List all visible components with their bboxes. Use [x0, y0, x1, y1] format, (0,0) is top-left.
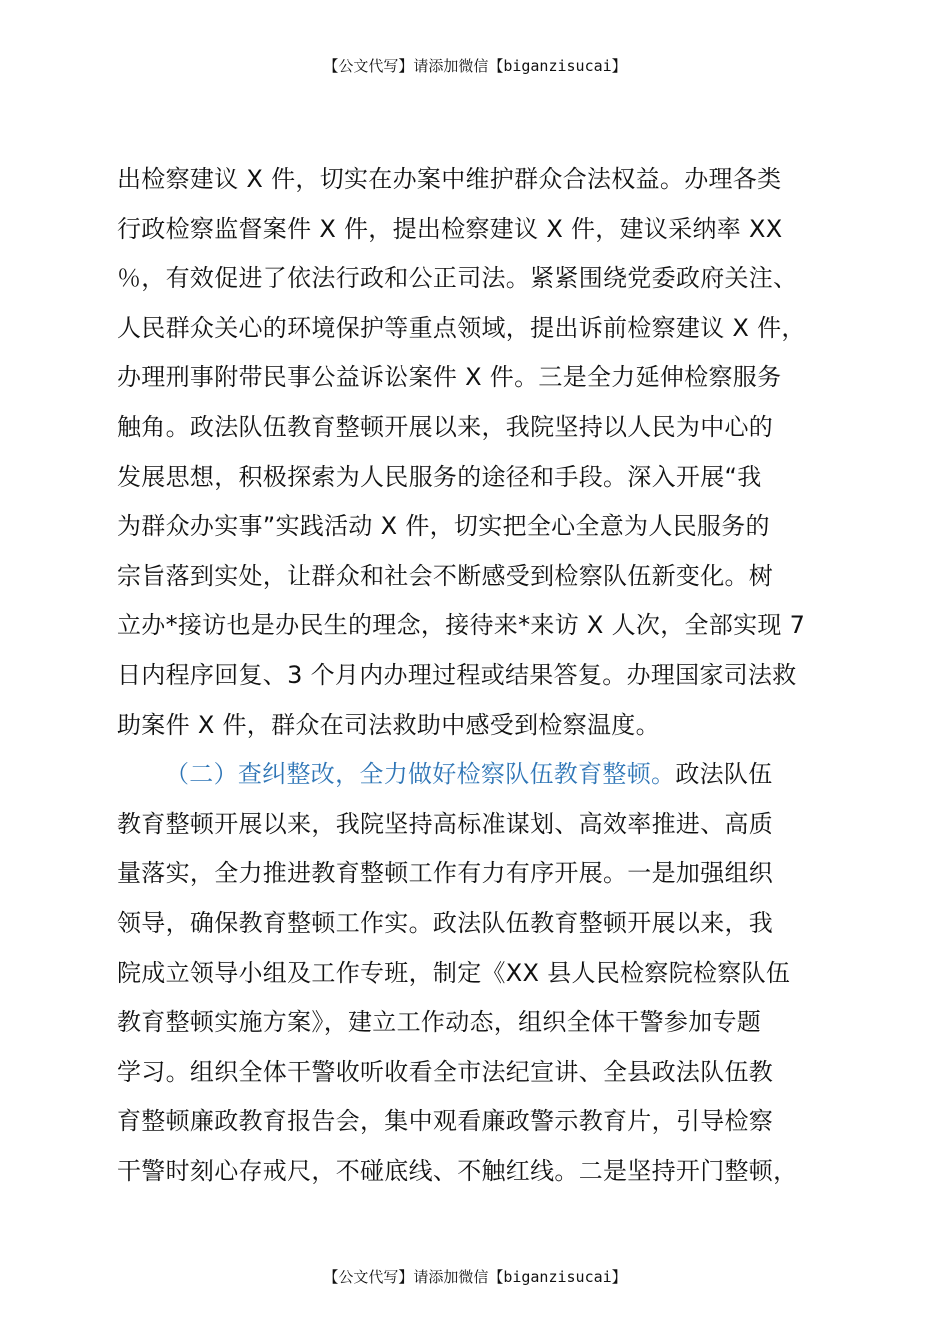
section-heading-line: [117, 750, 852, 800]
body-line-7: 发展思想，积极探索为人民服务的途径和手段。深入开展“我: [117, 462, 762, 491]
body-line-4: 人民群众关心的环境保护等重点领域，提出诉前检察建议 X 件，: [117, 313, 806, 342]
page-header: 【公文代写】请添加微信【biganzisucai】: [323, 57, 627, 75]
body-line-12: 助案件 X 件，群众在司法救助中感受到检察温度。: [117, 710, 660, 739]
body-line-10: 立办*接访也是办民生的理念，接待来*来访 X 人次，全部实现 7: [117, 611, 806, 640]
body-line-1: 出检察建议 X 件，切实在办案中维护群众合法权益。办理各类: [117, 165, 782, 193]
body-line-6: 触角。政法队伍教育整顿开展以来，我院坚持以人民为中心的: [117, 412, 774, 441]
section-line-1: 教育整顿开展以来，我院坚持高标准谋划、高效率推进、高质: [117, 809, 774, 838]
page-footer: 【公文代写】请添加微信【biganzisucai】: [323, 1268, 627, 1286]
body-line-11: 日内程序回复、3 个月内办理过程或结果答复。办理国家司法救: [117, 660, 797, 689]
body-line-3: ％，有效促进了依法行政和公正司法。紧紧围绕党委政府关注、: [117, 264, 798, 293]
section-line-6: 学习。组织全体干警收听收看全市法纪宣讲、全县政法队伍教: [117, 1057, 774, 1086]
section-line-3: 领导，确保教育整顿工作实。政法队伍教育整顿开展以来，我: [117, 908, 774, 937]
section-line-2: 量落实，全力推进教育整顿工作有力有序开展。一是加强组织: [117, 859, 774, 888]
body-line-5: 办理刑事附带民事公益诉讼案件 X 件。三是全力延伸检察服务: [117, 363, 782, 392]
body-line-8: 为群众办实事”实践活动 X 件，切实把全心全意为人民服务的: [117, 512, 770, 541]
section-line-5: 教育整顿实施方案》，建立工作动态，组织全体干警参加专题: [117, 1008, 762, 1037]
body-line-9: 宗旨落到实处，让群众和社会不断感受到检察队伍新变化。树: [117, 561, 774, 590]
document-body: [117, 155, 852, 1196]
body-line-2: 行政检察监督案件 X 件，提出检察建议 X 件，建议采纳率 XX: [117, 214, 783, 243]
section-heading-continuation: 政法队伍: [675, 760, 773, 789]
section-line-7: 育整顿廉政教育报告会，集中观看廉政警示教育片，引导检察: [117, 1107, 774, 1136]
section-line-4: 院成立领导小组及工作专班，制定《XX 县人民检察院检察队伍: [117, 958, 791, 987]
section-heading: （二）查纠整改，全力做好检察队伍教育整顿。: [165, 760, 676, 789]
section-line-8: 干警时刻心存戒尺，不碰底线、不触红线。二是坚持开门整顿，: [117, 1156, 798, 1185]
